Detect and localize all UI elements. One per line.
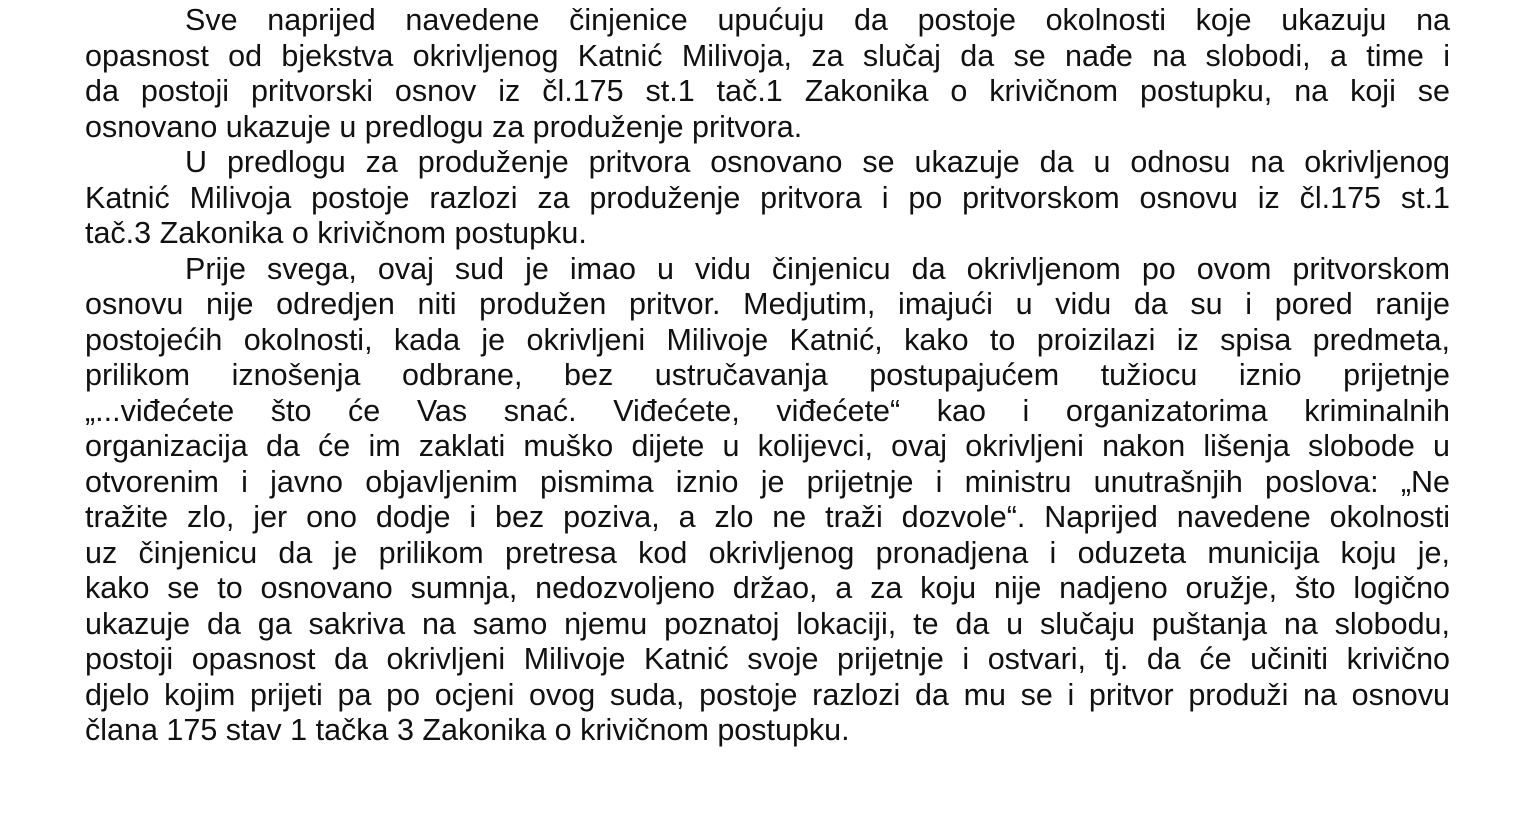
text-line: otvorenim i javno objavljenim pismima iznio je prijetnje i ministru unutrašnjih poslova: „Ne xyxy=(85,464,1450,499)
text-line: tač.3 Zakonika o krivičnom postupku. xyxy=(85,216,587,250)
text-line: osnovu nije odredjen niti produžen pritvor. Medjutim, imajući u vidu da su i pored ranije xyxy=(85,287,1450,321)
text-line: postoji opasnost da okrivljeni Milivoje Katnić svoje prijetnje i ostvari, tj. da će učiniti krivično xyxy=(85,642,1450,676)
text-line: Katnić Milivoja postoje razlozi za produženje pritvora i po pritvorskom osnovu iz čl.175 st.1 xyxy=(85,180,1450,215)
paragraph-3 xyxy=(85,252,1450,749)
paragraph-1 xyxy=(85,3,1450,145)
text-line: U predlogu za produženje pritvora osnovano se ukazuje da u odnosu na okrivljenog xyxy=(185,145,1450,179)
text-line: djelo kojim prijeti pa po ocjeni ovog suda, postoje razlozi da mu se i pritvor produži na osnovu xyxy=(85,677,1450,712)
text-line: uz činjenicu da je prilikom pretresa kod okrivljenog pronadjena i oduzeta municija koju je, xyxy=(85,535,1450,570)
text-line: člana 175 stav 1 tačka 3 Zakonika o krivičnom postupku. xyxy=(85,713,850,747)
text-line: postojećih okolnosti, kada je okrivljeni Milivoje Katnić, kako to proizilazi iz spisa predmeta, xyxy=(85,322,1450,357)
text-line: prilikom iznošenja odbrane, bez ustručavanja postupajućem tužiocu iznio prijetnje xyxy=(85,358,1450,392)
text-line: „...viđećete što će Vas snać. Viđećete, viđećete“ kao i organizatorima kriminalnih xyxy=(85,393,1450,428)
text-line: Sve naprijed navedene činjenice upućuju da postoje okolnosti koje ukazuju na xyxy=(185,3,1450,37)
text-line: tražite zlo, jer ono dodje i bez poziva, a zlo ne traži dozvole“. Naprijed navedene okolnosti xyxy=(85,500,1450,534)
text-line: ukazuje da ga sakriva na samo njemu poznatoj lokaciji, te da u slučaju puštanja na slobodu, xyxy=(85,606,1450,641)
text-line: opasnost od bjekstva okrivljenog Katnić Milivoja, za slučaj da se nađe na slobodi, a time i xyxy=(85,38,1450,73)
document-body xyxy=(85,3,1450,749)
text-line: organizacija da će im zaklati muško dijete u kolijevci, ovaj okrivljeni nakon lišenja slobode u xyxy=(85,429,1450,463)
paragraph-2 xyxy=(85,145,1450,252)
text-line: osnovano ukazuje u predlogu za produženje pritvora. xyxy=(85,109,803,144)
text-line: Prije svega, ovaj sud je imao u vidu činjenicu da okrivljenom po ovom pritvorskom xyxy=(185,251,1450,286)
text-line: da postoji pritvorski osnov iz čl.175 st.1 tač.1 Zakonika o krivičnom postupku, na koji se xyxy=(85,74,1450,108)
text-line: kako se to osnovano sumnja, nedozvoljeno držao, a za koju nije nadjeno oružje, što logično xyxy=(85,571,1450,605)
